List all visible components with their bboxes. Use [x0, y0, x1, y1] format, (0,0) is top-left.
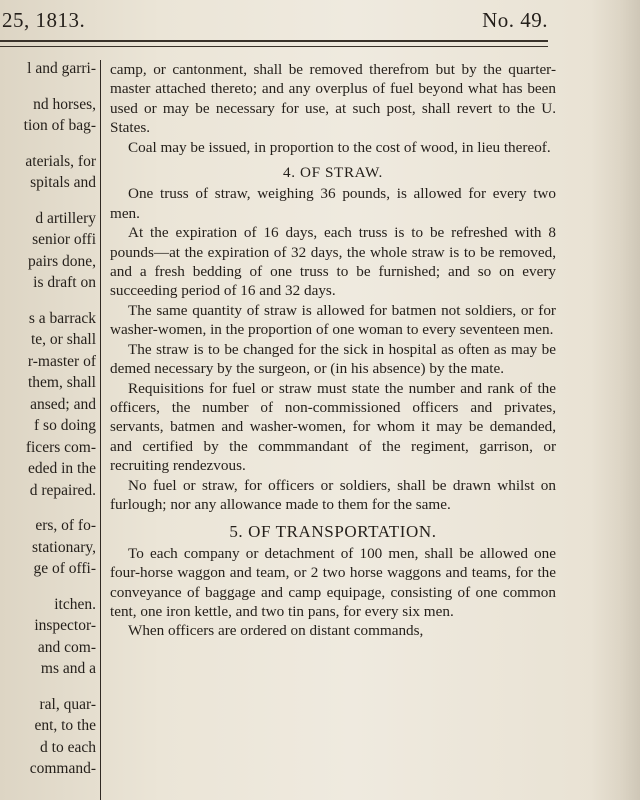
- left-column-line: aterials, for: [25, 152, 96, 170]
- left-column-line: ge of offi-: [33, 560, 96, 577]
- left-column-gap: [0, 294, 96, 308]
- left-column-gap: [0, 501, 96, 515]
- left-column-line: ral, quar-: [39, 695, 96, 713]
- page-header: [0, 0, 640, 42]
- section-heading-straw: 4. OF STRAW.: [283, 164, 383, 182]
- left-column-line: tion of bag-: [23, 117, 96, 134]
- left-column-line: d artillery: [35, 209, 96, 227]
- left-column-line: f so doing: [34, 417, 96, 434]
- left-column-gap: [0, 80, 96, 94]
- left-column-line: s a barrack: [28, 309, 96, 327]
- paragraph-truss: One truss of straw, weighing 36 pounds, is allowed for every two men.: [110, 185, 556, 222]
- left-column-line: d to each: [40, 738, 96, 756]
- left-column-line: r-master of: [27, 352, 96, 370]
- left-column-line: spitals and: [30, 174, 96, 191]
- left-column-line: nd horses,: [33, 95, 96, 113]
- paragraph-camp: camp, or cantonment, shall be removed therefrom but by the quarter-master attached thereto; and any overplus of fuel beyond what has been used or may be necessary for use, at such post, shall revert to the U. States.: [110, 61, 556, 137]
- header-issue-number: No. 49.: [482, 8, 548, 32]
- left-column-line: stationary,: [32, 538, 96, 556]
- left-column-line: ers, of fo-: [35, 517, 96, 534]
- left-column-line: ms and a: [40, 660, 96, 677]
- left-column-line: senior offi: [32, 231, 96, 248]
- page-fold-shadow: [590, 0, 640, 800]
- left-column-line: eded in the: [27, 460, 96, 477]
- left-column-gap: [0, 680, 96, 694]
- left-column-line: is draft on: [33, 274, 96, 291]
- left-column-line: itchen.: [54, 595, 96, 613]
- section-heading-transportation: 5. OF TRANSPORTATION.: [229, 522, 437, 542]
- left-column-line: them, shall: [27, 374, 96, 391]
- paragraph-company: To each company or detachment of 100 men, shall be allowed one four-horse waggon and team, or 2 two horse waggons and teams, for the conveyance of baggage and camp equipage, consisting of one common tent, one iron kettle, and two tin pans, for every six men.: [110, 544, 556, 620]
- column-rule: [100, 60, 101, 800]
- left-column-fragment: [0, 58, 96, 780]
- header-double-rule: [0, 40, 548, 47]
- left-column-gap: [0, 580, 96, 594]
- left-column-line: d repaired.: [29, 481, 96, 499]
- paragraph-distant-commands: When officers are ordered on distant commands,: [128, 622, 424, 640]
- left-column-line: ent, to the: [34, 717, 96, 734]
- left-column-line: pairs done,: [27, 252, 96, 270]
- paragraph-requisitions: Requisitions for fuel or straw must state the number and rank of the officers, the number of non-commissioned officers and privates, servants, batmen and washer-women, for whom it may be demanded, and certified by the commmandant of the regiment, garrison, or recruiting rendezvous.: [110, 379, 556, 475]
- paragraph-sick: The straw is to be changed for the sick in hospital as often as may be demed necessary by the surgeon, or (in his absence) by the mate.: [110, 340, 556, 378]
- left-column-line: command-: [29, 760, 96, 777]
- left-column-line: inspector-: [34, 617, 96, 634]
- left-column-line: te, or shall: [31, 331, 96, 348]
- paragraph-coal: Coal may be issued, in proportion to the cost of wood, in lieu thereof.: [128, 138, 551, 156]
- left-column-line: ficers com-: [25, 438, 96, 456]
- left-column-gap: [0, 194, 96, 208]
- left-column-line: ansed; and: [30, 395, 96, 413]
- main-column: [110, 60, 556, 641]
- header-date: 25, 1813.: [2, 8, 86, 32]
- paragraph-furlough: No fuel or straw, for officers or soldiers, shall be drawn whilst on furlough; nor any allowance made to them for the same.: [110, 476, 556, 513]
- left-column-gap: [0, 137, 96, 151]
- left-column-line: l and garri-: [27, 60, 96, 77]
- left-column-line: and com-: [37, 638, 96, 656]
- paragraph-expiration: At the expiration of 16 days, each truss is to be refreshed with 8 pounds—at the expiration of 32 days, the whole straw is to be removed, and a fresh bedding of one truss to be furnished; and so on every succeeding period of 16 and 32 days.: [110, 224, 556, 300]
- paragraph-batmen: The same quantity of straw is allowed for batmen not soldiers, or for washer-women, in the proportion of one woman to every seventeen men.: [110, 301, 556, 339]
